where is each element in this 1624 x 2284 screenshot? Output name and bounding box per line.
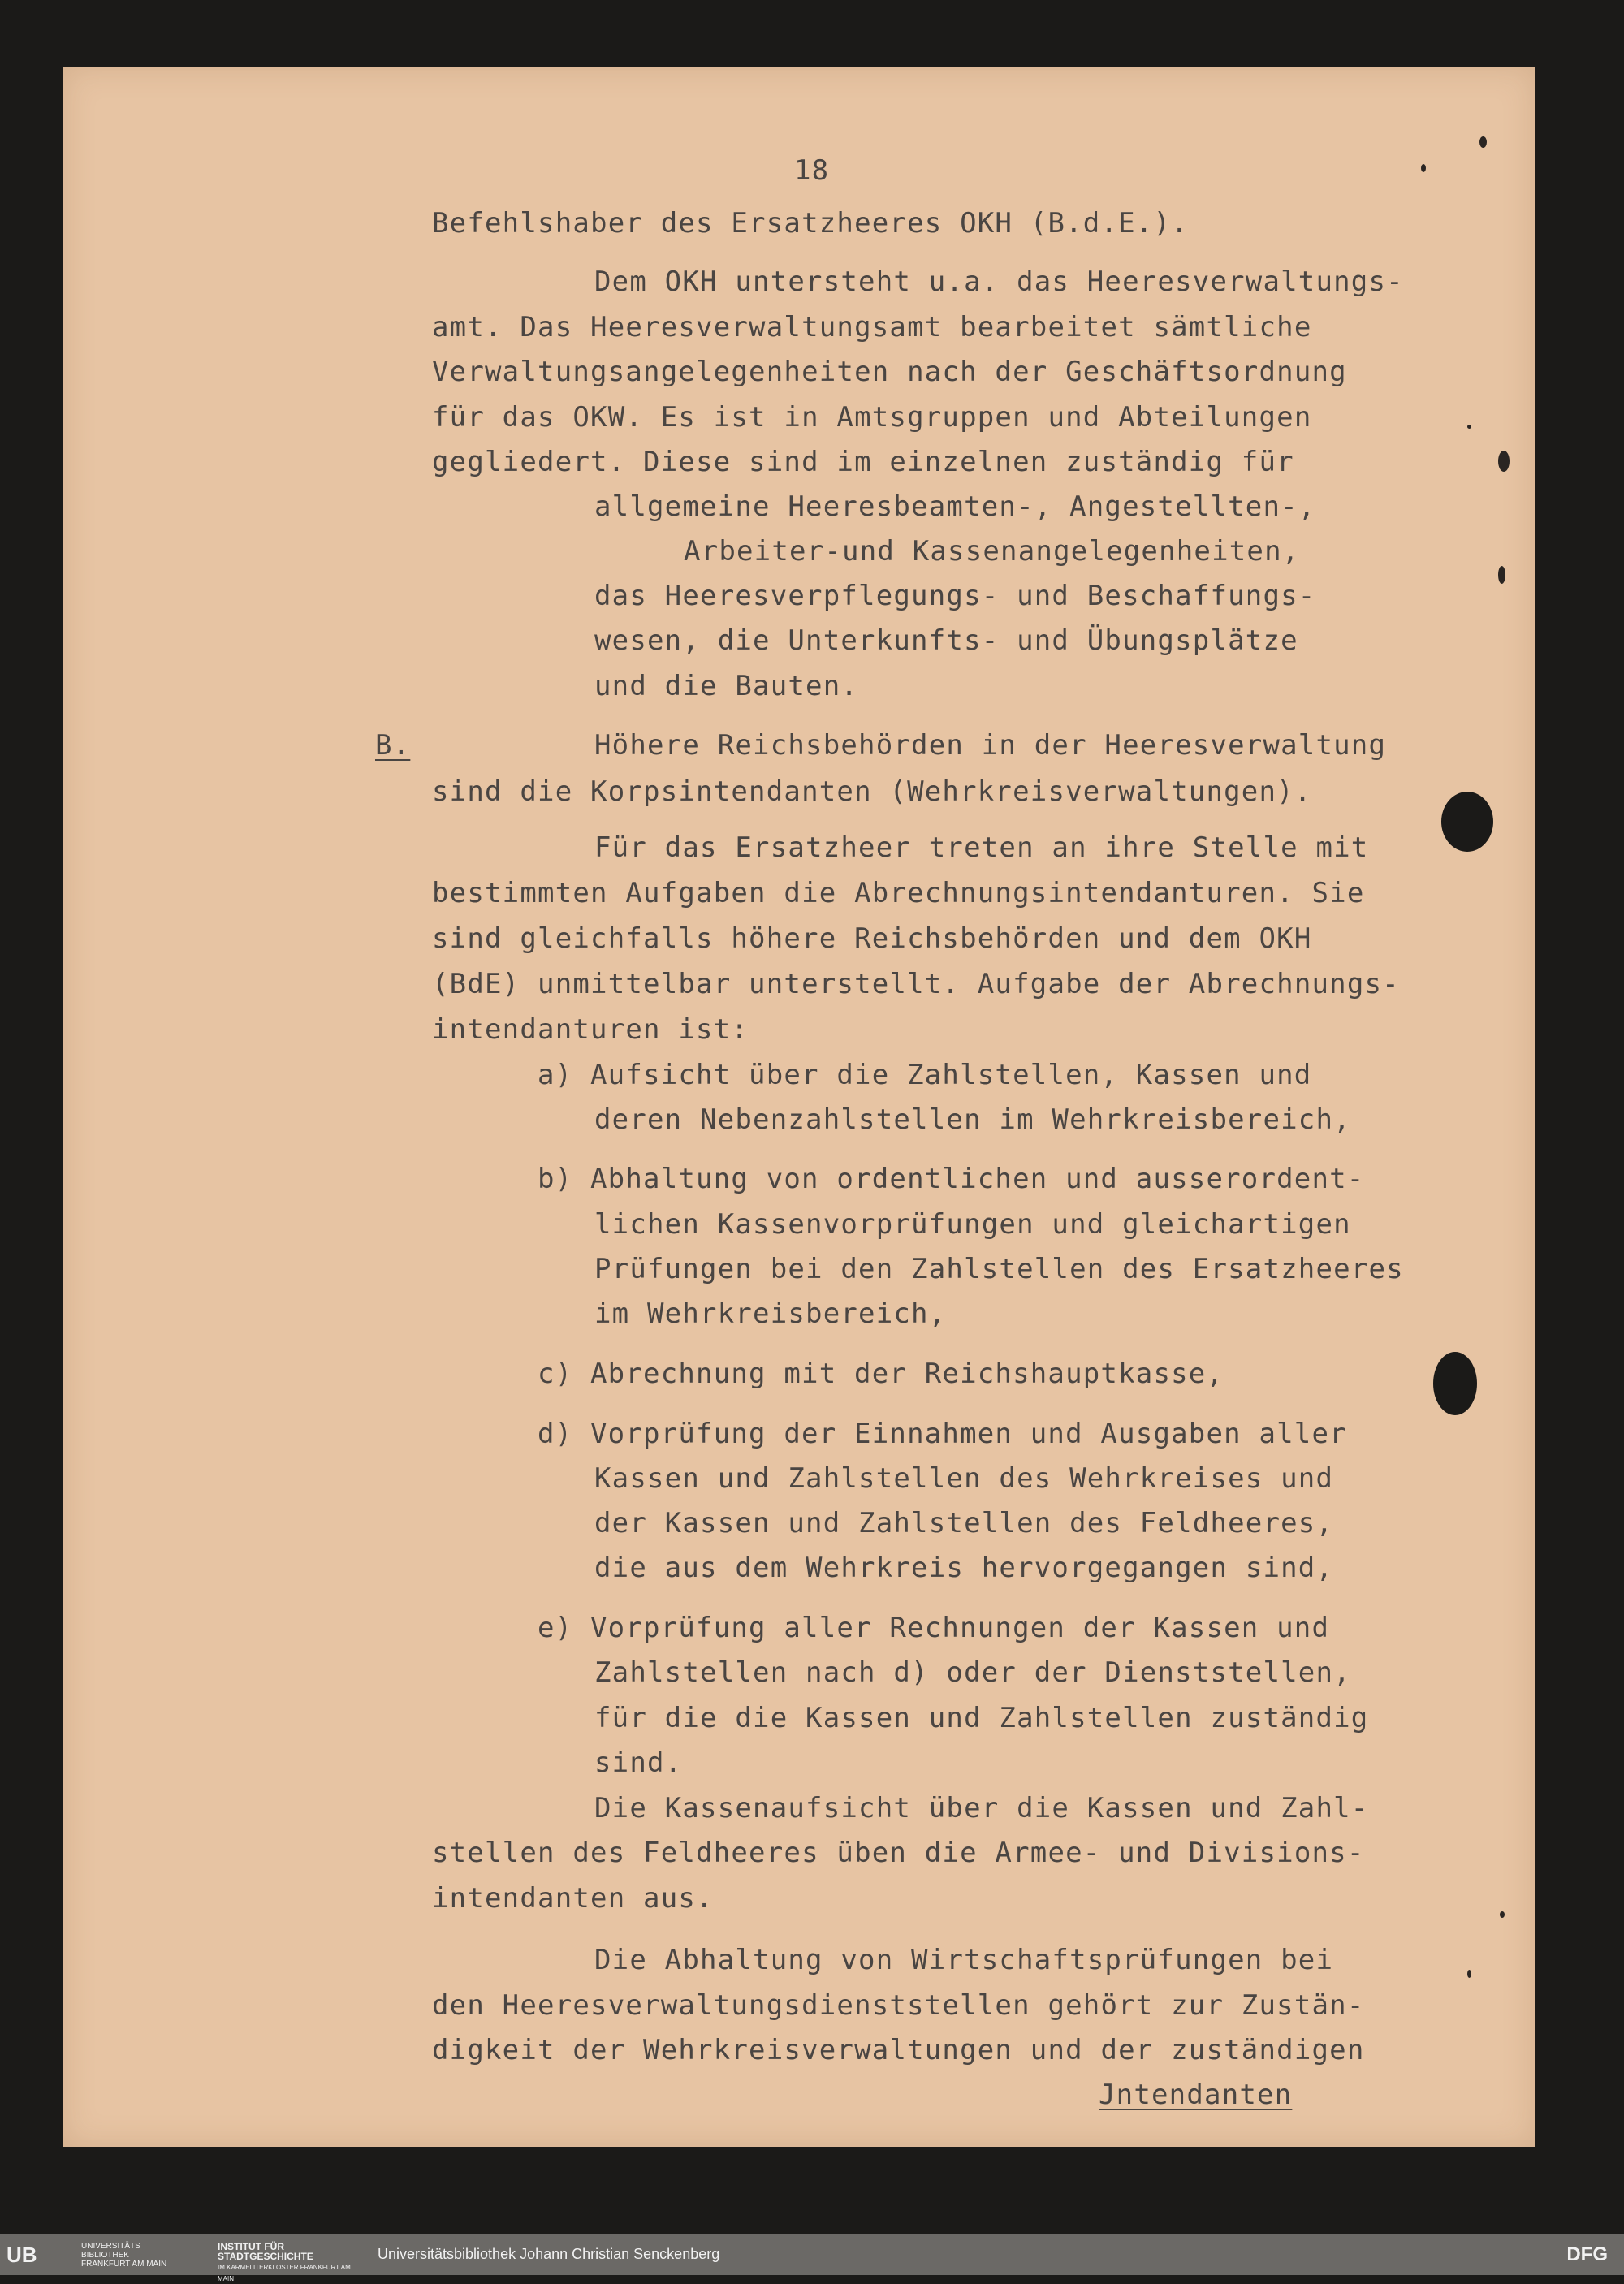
paper-speck <box>1421 164 1426 172</box>
list-item-line: a) Aufsicht über die Zahlstellen, Kassen und <box>538 1059 1312 1091</box>
text-line: gegliedert. Diese sind im einzelnen zuständig für <box>432 446 1294 478</box>
punch-hole <box>1433 1352 1477 1415</box>
paper-speck <box>1479 136 1487 148</box>
list-item-line: deren Nebenzahlstellen im Wehrkreisbereich, <box>594 1103 1351 1136</box>
institute-logo <box>218 2242 356 2284</box>
text-line: Arbeiter-und Kassenangelegenheiten, <box>684 535 1300 568</box>
text-line: stellen des Feldheeres üben die Armee- und Divisions- <box>432 1837 1365 1869</box>
list-item-line: für die die Kassen und Zahlstellen zuständig <box>594 1702 1369 1734</box>
list-item-line: die aus dem Wehrkreis hervorgegangen sind, <box>594 1552 1334 1584</box>
dfg-logo: DFG <box>1566 2243 1608 2265</box>
institute-subtitle: IM KARMELITERKLOSTER FRANKFURT AM MAIN <box>218 2264 351 2282</box>
text-line: das Heeresverpflegungs- und Beschaffungs- <box>594 580 1316 612</box>
text-line: Befehlshaber des Ersatzheeres OKH (B.d.E.). <box>432 207 1189 240</box>
list-item-line: c) Abrechnung mit der Reichshauptkasse, <box>538 1358 1224 1390</box>
section-marker: B. <box>375 729 411 762</box>
text-line: Dem OKH untersteht u.a. das Heeresverwaltungs- <box>594 266 1404 298</box>
list-item-line: lichen Kassenvorprüfungen und gleichartigen <box>594 1208 1351 1241</box>
text-line: amt. Das Heeresverwaltungsamt bearbeitet sämtliche <box>432 311 1312 343</box>
text-line: den Heeresverwaltungsdienststellen gehört zur Zustän- <box>432 1989 1365 2022</box>
text-line: digkeit der Wehrkreisverwaltungen und der zuständigen <box>432 2034 1365 2066</box>
punch-hole <box>1441 792 1493 852</box>
page-number: 18 <box>794 154 830 187</box>
list-item-line: Prüfungen bei den Zahlstellen des Ersatzheeres <box>594 1253 1404 1285</box>
catchword: Jntendanten <box>1099 2079 1293 2111</box>
list-item-line: b) Abhaltung von ordentlichen und ausserordent- <box>538 1163 1365 1195</box>
text-line: Die Abhaltung von Wirtschaftsprüfungen bei <box>594 1944 1334 1976</box>
list-item-line: Kassen und Zahlstellen des Wehrkreises und <box>594 1462 1334 1495</box>
text-line: und die Bauten. <box>594 670 859 702</box>
list-item-line: d) Vorprüfung der Einnahmen und Ausgaben aller <box>538 1418 1347 1450</box>
text-line: allgemeine Heeresbeamten-, Angestellten-, <box>594 490 1316 523</box>
footer-bar <box>0 2234 1624 2282</box>
paper-speck <box>1467 425 1471 429</box>
text-line: Höhere Reichsbehörden in der Heeresverwaltung <box>594 729 1387 762</box>
paper-speck <box>1498 566 1505 584</box>
text-line: (BdE) unmittelbar unterstellt. Aufgabe der Abrechnungs- <box>432 968 1400 1000</box>
text-line: Die Kassenaufsicht über die Kassen und Zahl- <box>594 1792 1369 1824</box>
institute-name: INSTITUT FÜR STADTGESCHICHTE <box>218 2241 313 2262</box>
text-line: für das OKW. Es ist in Amtsgruppen und Abteilungen <box>432 401 1312 434</box>
text-line: sind gleichfalls höhere Reichsbehörden und dem OKH <box>432 922 1312 955</box>
list-item-line: der Kassen und Zahlstellen des Feldheeres, <box>594 1507 1334 1539</box>
text-line: intendanturen ist: <box>432 1013 749 1046</box>
list-item-line: sind. <box>594 1746 683 1779</box>
text-line: bestimmten Aufgaben die Abrechnungsintendanturen. Sie <box>432 877 1365 909</box>
ub-logo: UB <box>6 2243 37 2267</box>
paper-speck <box>1498 451 1510 472</box>
library-name: Universitätsbibliothek Johann Christian Senckenberg <box>378 2246 720 2262</box>
paper-speck <box>1500 1911 1505 1918</box>
paper-speck <box>1467 1970 1471 1978</box>
text-line: intendanten aus. <box>432 1882 714 1915</box>
ub-logo-text: UNIVERSITÄTS BIBLIOTHEK FRANKFURT AM MAIN <box>81 2242 167 2269</box>
list-item-line: im Wehrkreisbereich, <box>594 1297 947 1330</box>
text-line: Für das Ersatzheer treten an ihre Stelle mit <box>594 831 1369 864</box>
list-item-line: Zahlstellen nach d) oder der Dienststellen, <box>594 1656 1351 1689</box>
list-item-line: e) Vorprüfung aller Rechnungen der Kassen und <box>538 1612 1330 1644</box>
text-line: sind die Korpsintendanten (Wehrkreisverwaltungen). <box>432 775 1312 808</box>
text-line: wesen, die Unterkunfts- und Übungsplätze <box>594 624 1298 657</box>
text-line: Verwaltungsangelegenheiten nach der Geschäftsordnung <box>432 356 1347 388</box>
